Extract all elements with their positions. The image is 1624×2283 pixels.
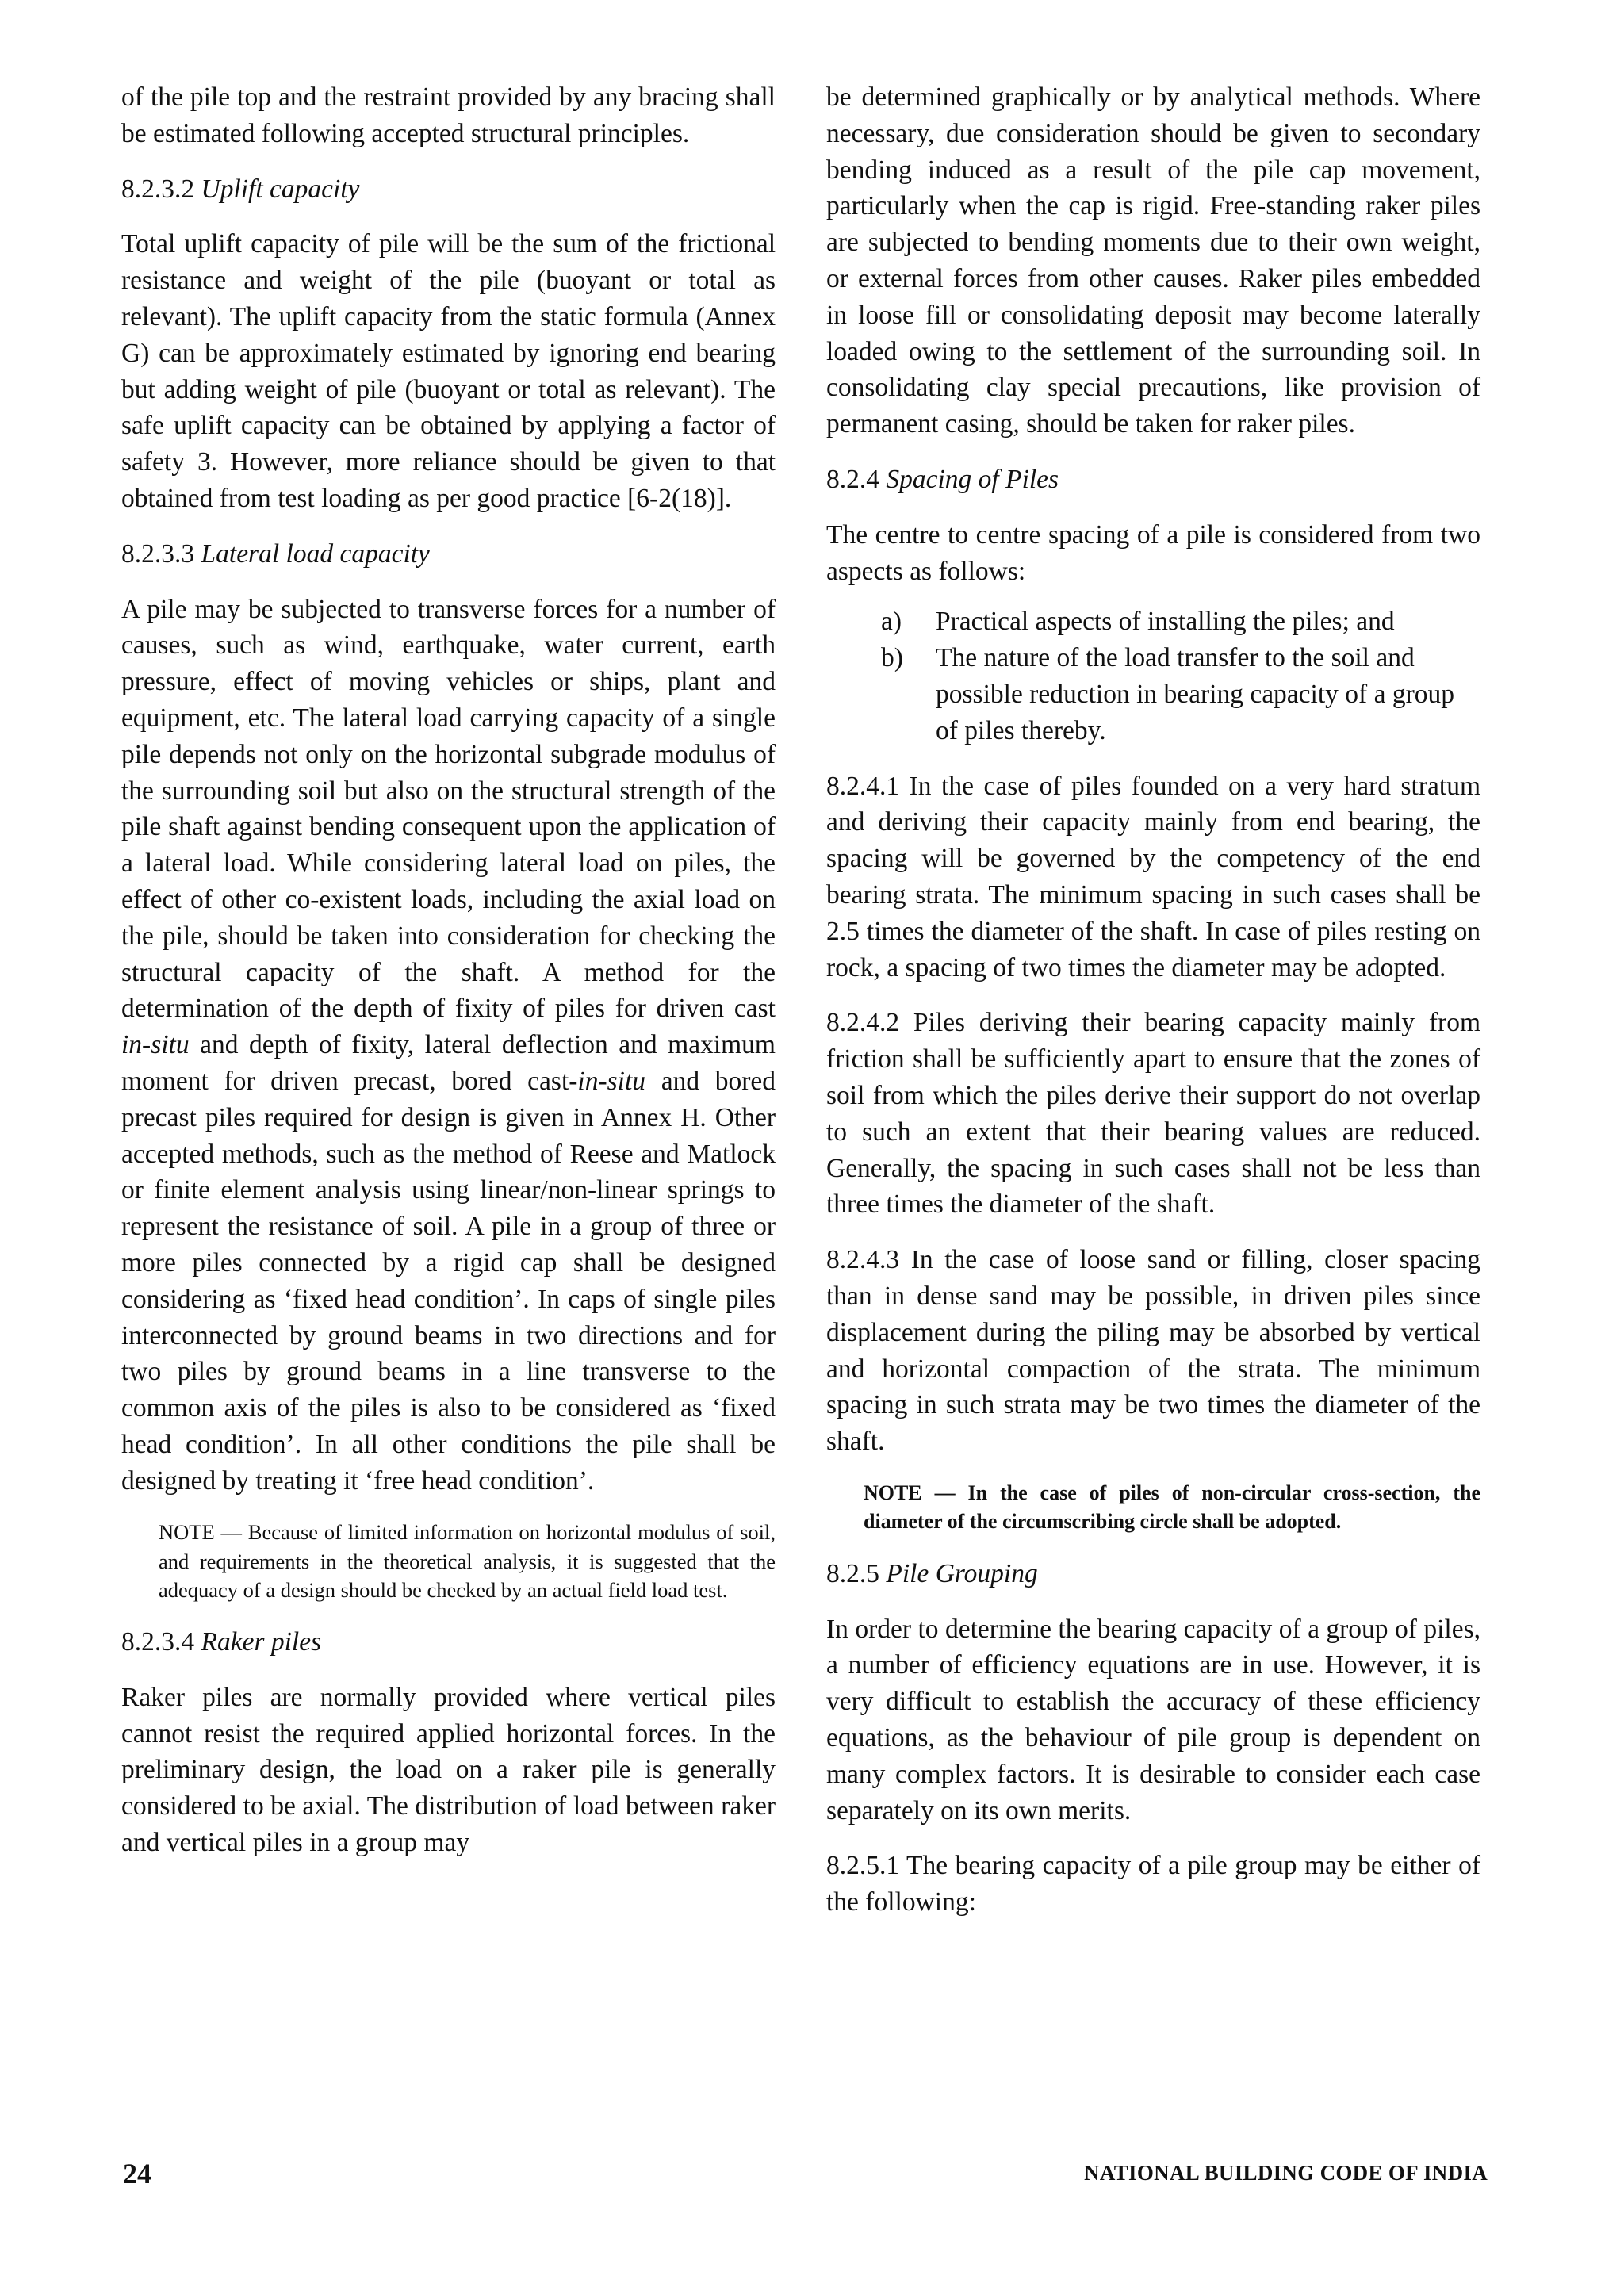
lateral-load-note: NOTE — Because of limited information on horizontal modulus of soil, and requirements in the theoretical analysis, it is suggested that the adequacy of a design should be checked by an actual field load test. — [159, 1520, 776, 1603]
spacing-intro-paragraph: The centre to centre spacing of a pile is considered from two aspects as follows: — [826, 519, 1480, 586]
section-title: Spacing of Piles — [886, 464, 1059, 494]
clause-8-2-5-1 — [826, 1848, 1480, 1921]
page-number: 24 — [123, 2158, 151, 2189]
text-segment: A pile may be subjected to transverse forces for a number of causes, such as wind, earthquake, water current, earth pressure, effect of moving vehicles or ships, plant and equipment, etc. The lateral load carrying capacity of a single pile depends not only on the horizontal subgrade modulus of the surrounding soil but also on the structural strength of the pile shaft against bending consequent upon the application of a lateral load. While considering lateral load on piles, the effect of other co-existent loads, including the axial load on the pile, should be taken into consideration for checking the structural capacity of the shaft. A method for the determination of the depth of fixity of piles for driven cast — [121, 594, 776, 1024]
right-column — [826, 79, 1480, 1921]
clause-number: 8.2.5.1 — [826, 1851, 900, 1881]
section-title: Pile Grouping — [886, 1558, 1038, 1588]
uplift-capacity-paragraph: Total uplift capacity of pile will be the sum of the frictional resistance and weight of the pile (buoyant or total as relevant). The uplift capacity from the static formula (Annex G) can be approximately estimated by ignoring end bearing but adding weight of pile (buoyant or total as relevant). The safe uplift capacity can be obtained by applying a factor of safety 3. However, more reliance should be given to that obtained from test loading as per good practice [6-2(18)]. — [121, 229, 776, 513]
section-8-2-3-2-heading — [121, 171, 776, 208]
list-marker: b) — [881, 643, 903, 673]
intro-paragraph: of the pile top and the restraint provided by any bracing shall be estimated following accepted structural principles. — [121, 82, 776, 148]
clause-text: The bearing capacity of a pile group may be either of the following: — [826, 1851, 1480, 1917]
clause-8-2-4-1 — [826, 768, 1480, 986]
section-number: 8.2.3.4 — [121, 1626, 195, 1657]
list-item — [826, 640, 1480, 749]
section-8-2-3-3-heading — [121, 536, 776, 573]
clause-8-2-4-2 — [826, 1005, 1480, 1223]
list-item-text: The nature of the load transfer to the soil and possible reduction in bearing capacity of a group of piles thereby. — [936, 643, 1454, 745]
raker-piles-continued-paragraph: be determined graphically or by analytical methods. Where necessary, due consideration should be given to secondary bending induced as a result of the pile cap movement, particularly when the cap is rigid. Free-standing raker piles are subjected to bending moments due to their own weight, or external forces from other causes. Raker piles embedded in loose fill or consolidating deposit may become laterally loaded owing to the settlement of the surrounding soil. In consolidating clay special precautions, like provision of permanent casing, should be taken for raker piles. — [826, 82, 1480, 439]
raker-piles-paragraph: Raker piles are normally provided where vertical piles cannot resist the required applied horizontal forces. In the preliminary design, the load on a raker pile is generally considered to be axial. The distribution of load between raker and vertical piles in a group may — [121, 1682, 776, 1857]
footer-title: NATIONAL BUILDING CODE OF INDIA — [1084, 2161, 1488, 2185]
list-item — [826, 603, 1480, 640]
clause-text: In the case of loose sand or filling, closer spacing than in dense sand may be possible, in driven piles since displacement during the piling may be absorbed by vertical and horizontal compaction of the strata. The minimum spacing in such strata may be two times the diameter of the shaft. — [826, 1245, 1480, 1457]
italic-term: in-situ — [577, 1066, 646, 1096]
lateral-load-paragraph — [121, 592, 776, 1500]
left-column — [121, 79, 776, 1861]
pile-grouping-paragraph: In order to determine the bearing capacity of a group of piles, a number of efficiency equations are in use. However, it is very difficult to establish the accuracy of these efficiency equations, as the behaviour of pile group is dependent on many complex factors. It is desirable to consider each case separately on its own merits. — [826, 1614, 1480, 1825]
list-marker: a) — [881, 607, 902, 637]
section-number: 8.2.3.3 — [121, 538, 195, 569]
clause-number: 8.2.4.3 — [826, 1245, 900, 1275]
section-number: 8.2.3.2 — [121, 174, 195, 204]
clause-text: Piles deriving their bearing capacity mainly from friction shall be sufficiently apart to ensure that the zones of soil from which the piles derive their support do not overlap to such an extent that their bearing values are reduced. Generally, the spacing in such cases shall not be less than three times the diameter of the shaft. — [826, 1008, 1481, 1220]
clause-text: In the case of piles founded on a very hard stratum and deriving their capacity mainly from end bearing, the spacing will be governed by the competency of the end bearing strata. The minimum spacing in such cases shall be 2.5 times the diameter of the shaft. In case of piles resting on rock, a spacing of two times the diameter may be adopted. — [826, 771, 1480, 983]
text-segment: and depth of fixity, lateral deflection and maximum moment for driven precast, bored cast- — [121, 1030, 776, 1096]
section-title: Uplift capacity — [201, 174, 360, 204]
section-title: Lateral load capacity — [201, 538, 430, 569]
clause-8-2-4-3 — [826, 1242, 1480, 1460]
clause-number: 8.2.4.1 — [826, 771, 900, 801]
section-8-2-4-heading — [826, 462, 1480, 498]
section-8-2-5-heading — [826, 1556, 1480, 1592]
list-item-text: Practical aspects of installing the piles; and — [936, 607, 1395, 637]
italic-term: in-situ — [121, 1030, 190, 1060]
spacing-note: NOTE — In the case of piles of non-circular cross-section, the diameter of the circumscribing circle shall be adopted. — [864, 1481, 1480, 1534]
section-number: 8.2.5 — [826, 1558, 879, 1588]
section-title: Raker piles — [201, 1626, 322, 1657]
spacing-aspects-list — [826, 603, 1480, 749]
clause-number: 8.2.4.2 — [826, 1008, 900, 1038]
text-segment: and bored precast piles required for design is given in Annex H. Other accepted methods, such as the method of Reese and Matlock or finite element analysis using linear/non-linear springs to represent the resistance of soil. A pile in a group of three or more piles connected by a rigid cap shall be designed considering as ‘fixed head condition’. In caps of single piles interconnected by ground beams in two directions and for two piles by ground beams in a line transverse to the common axis of the piles is also to be considered as ‘fixed head condition’. In all other conditions the pile shall be designed by treating it ‘free head condition’. — [121, 1066, 776, 1496]
section-8-2-3-4-heading — [121, 1624, 776, 1661]
section-number: 8.2.4 — [826, 464, 879, 494]
